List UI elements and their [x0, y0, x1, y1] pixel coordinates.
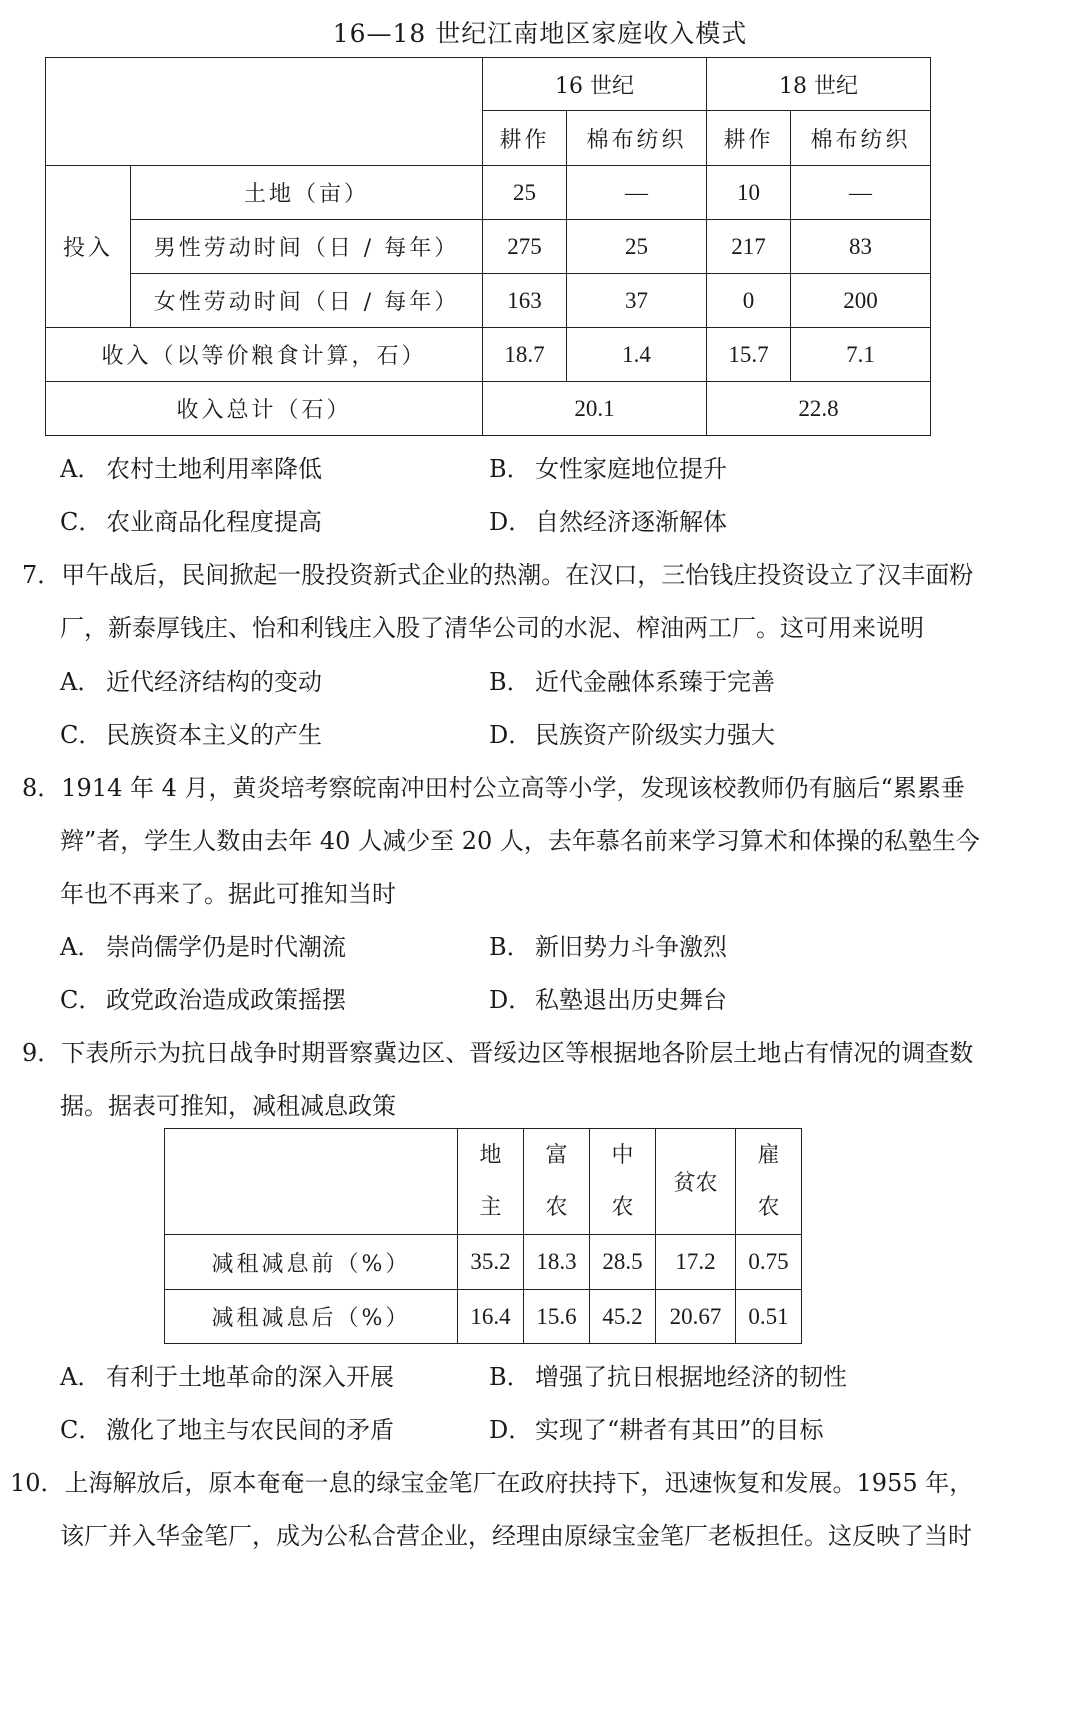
option-key: C．	[60, 721, 103, 749]
table-cell: 28.5	[590, 1235, 656, 1290]
q6-option-d[interactable]	[489, 502, 727, 537]
header-16th-century: 16 世纪	[483, 58, 707, 111]
q6-option-a[interactable]	[60, 449, 322, 484]
header-char: 农	[757, 1194, 780, 1220]
option-key: B．	[489, 1363, 531, 1391]
table-cell: 275	[483, 220, 567, 274]
option-text: 近代金融体系臻于完善	[535, 668, 775, 696]
q6-option-b[interactable]	[489, 449, 727, 484]
q8-option-d[interactable]	[489, 980, 727, 1015]
option-text: 自然经济逐渐解体	[535, 508, 727, 536]
table-cell: 37	[567, 274, 707, 328]
table-cell: 217	[707, 220, 791, 274]
table-cell: 35.2	[458, 1235, 524, 1290]
option-text: 农业商品化程度提高	[106, 508, 322, 536]
q9-option-c[interactable]	[60, 1410, 394, 1445]
table-cell: 1.4	[567, 328, 707, 382]
subhead-weaving-16: 棉布纺织	[567, 111, 707, 166]
q7-stem-line-2: 厂，新泰厚钱庄、怡和利钱庄入股了清华公司的水泥、榨油两工厂。这可用来说明	[60, 614, 924, 642]
table-cell: 15.7	[707, 328, 791, 382]
table-cell: 10	[707, 166, 791, 220]
table-cell: 200	[791, 274, 931, 328]
q8-option-a[interactable]	[60, 927, 346, 962]
subhead-farming-16: 耕作	[483, 111, 567, 166]
subhead-weaving-18: 棉布纺织	[791, 111, 931, 166]
option-text: 激化了地主与农民间的矛盾	[106, 1416, 394, 1444]
table-cell: 15.6	[524, 1290, 590, 1344]
option-key: A．	[60, 933, 102, 961]
income-table	[45, 57, 931, 436]
header-18th-century: 18 世纪	[707, 58, 931, 111]
row-label-total-income: 收入总计（石）	[46, 382, 483, 436]
header-char: 富	[545, 1142, 568, 1168]
table-cell: 20.67	[656, 1290, 736, 1344]
table-cell: 18.3	[524, 1235, 590, 1290]
table-cell: 22.8	[707, 382, 931, 436]
table-cell: —	[791, 166, 931, 220]
q10-stem-line-2: 该厂并入华金笔厂，成为公私合营企业，经理由原绿宝金笔厂老板担任。这反映了当时	[60, 1522, 972, 1550]
row-label-male-labor: 男性劳动时间（日 / 每年）	[131, 220, 483, 274]
col-header-poor-peasant: 贫农	[656, 1129, 736, 1235]
q7-option-d[interactable]	[489, 715, 775, 750]
header-char: 地	[479, 1142, 502, 1168]
table-cell: 45.2	[590, 1290, 656, 1344]
option-text: 实现了“耕者有其田”的目标	[535, 1416, 824, 1444]
row-label-before: 减租减息前（%）	[165, 1235, 458, 1290]
option-key: A．	[60, 668, 102, 696]
option-key: C．	[60, 986, 103, 1014]
option-key: B．	[489, 668, 531, 696]
table-cell: 25	[567, 220, 707, 274]
table-cell: 163	[483, 274, 567, 328]
row-label-income: 收入（以等价粮食计算，石）	[46, 328, 483, 382]
q7-option-c[interactable]	[60, 715, 322, 750]
header-char: 雇	[757, 1142, 780, 1168]
option-text: 女性家庭地位提升	[535, 455, 727, 483]
q8-option-c[interactable]	[60, 980, 346, 1015]
table-cell: 83	[791, 220, 931, 274]
row-label-land: 土地（亩）	[131, 166, 483, 220]
option-key: D．	[489, 721, 533, 749]
q9-stem-line-2: 据。据表可推知，减租减息政策	[60, 1092, 396, 1120]
option-key: A．	[60, 1363, 102, 1391]
option-key: B．	[489, 455, 531, 483]
table-cell: 20.1	[483, 382, 707, 436]
group-label-input: 投入	[46, 166, 131, 328]
table-cell: 0.75	[736, 1235, 802, 1290]
q9-option-d[interactable]	[489, 1410, 824, 1445]
table-cell: 18.7	[483, 328, 567, 382]
option-text: 有利于土地革命的深入开展	[106, 1363, 394, 1391]
q7-option-a[interactable]	[60, 662, 322, 697]
q9-stem-line-1: 9．下表所示为抗日战争时期晋察冀边区、晋绥边区等根据地各阶层土地占有情况的调查数	[22, 1039, 974, 1067]
table-cell: 17.2	[656, 1235, 736, 1290]
q9-option-b[interactable]	[489, 1357, 847, 1392]
option-key: D．	[489, 508, 533, 536]
q7-option-b[interactable]	[489, 662, 775, 697]
option-key: D．	[489, 1416, 533, 1444]
header-char: 主	[479, 1194, 502, 1220]
option-text: 民族资产阶级实力强大	[535, 721, 775, 749]
header-char: 中	[611, 1142, 634, 1168]
option-text: 私塾退出历史舞台	[535, 986, 727, 1014]
q8-stem-line-2: 辫”者，学生人数由去年 40 人减少至 20 人，去年慕名前来学习算术和体操的私塾生今	[60, 827, 980, 855]
q9-option-a[interactable]	[60, 1357, 394, 1392]
option-key: C．	[60, 508, 103, 536]
land-ownership-table	[164, 1128, 802, 1344]
header-char: 农	[545, 1194, 568, 1220]
option-text: 政党政治造成政策摇摆	[106, 986, 346, 1014]
table1-corner	[46, 58, 483, 166]
table1-title: 16—18 世纪江南地区家庭收入模式	[332, 19, 748, 48]
q8-option-b[interactable]	[489, 927, 727, 962]
option-text: 崇尚儒学仍是时代潮流	[106, 933, 346, 961]
option-text: 增强了抗日根据地经济的韧性	[535, 1363, 847, 1391]
col-header-middle-peasant	[590, 1129, 656, 1235]
header-char: 农	[611, 1194, 634, 1220]
option-text: 近代经济结构的变动	[106, 668, 322, 696]
col-header-landlord	[458, 1129, 524, 1235]
table-cell: 16.4	[458, 1290, 524, 1344]
table-cell: 7.1	[791, 328, 931, 382]
q8-stem-line-1: 8．1914 年 4 月，黄炎培考察皖南冲田村公立高等小学，发现该校教师仍有脑后“累累垂	[22, 774, 965, 802]
row-label-after: 减租减息后（%）	[165, 1290, 458, 1344]
option-text: 民族资本主义的产生	[106, 721, 322, 749]
col-header-rich-peasant	[524, 1129, 590, 1235]
option-text: 新旧势力斗争激烈	[535, 933, 727, 961]
q7-stem-line-1: 7．甲午战后，民间掀起一股投资新式企业的热潮。在汉口，三怡钱庄投资设立了汉丰面粉	[22, 561, 974, 589]
option-key: B．	[489, 933, 531, 961]
table-cell: 0.51	[736, 1290, 802, 1344]
row-label-female-labor: 女性劳动时间（日 / 每年）	[131, 274, 483, 328]
table-cell: 0	[707, 274, 791, 328]
table-cell: —	[567, 166, 707, 220]
q10-stem-line-1: 10．上海解放后，原本奄奄一息的绿宝金笔厂在政府扶持下，迅速恢复和发展。1955 年，	[10, 1469, 974, 1497]
table2-corner	[165, 1129, 458, 1235]
option-text: 农村土地利用率降低	[106, 455, 322, 483]
col-header-hired-peasant	[736, 1129, 802, 1235]
option-key: C．	[60, 1416, 103, 1444]
option-key: D．	[489, 986, 533, 1014]
q6-option-c[interactable]	[60, 502, 322, 537]
option-key: A．	[60, 455, 102, 483]
q8-stem-line-3: 年也不再来了。据此可推知当时	[60, 880, 396, 908]
table-cell: 25	[483, 166, 567, 220]
subhead-farming-18: 耕作	[707, 111, 791, 166]
